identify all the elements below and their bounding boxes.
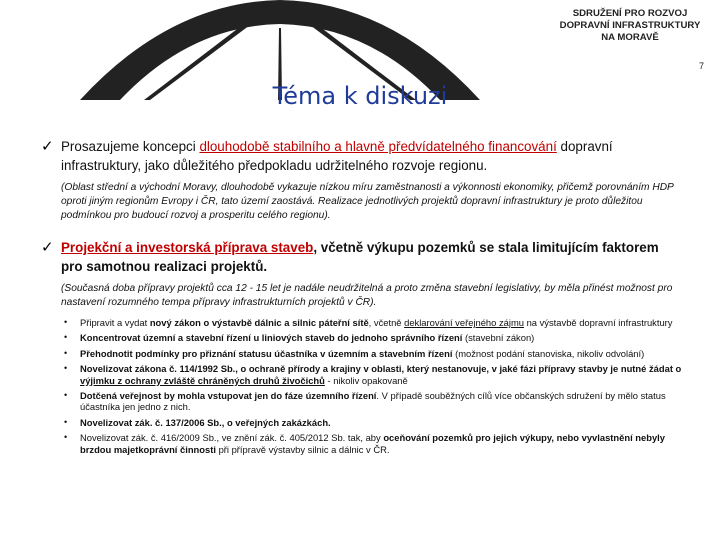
bullet-dot-icon: • (64, 363, 68, 374)
list-item-text: - nikoliv opakovaně (324, 374, 408, 386)
list-item (62, 348, 682, 359)
organization-name (540, 8, 720, 44)
page-title: Téma k diskuzi (272, 82, 448, 110)
list-item-text: Koncentrovat územní a stavební řízení u liniových staveb do jednoho správního řízení (80, 332, 463, 344)
list-item-text: Novelizovat zák. č. 137/2006 Sb., o veřejných zakázkách. (80, 416, 331, 428)
list-item-text: (možnost podání stanoviska, nikoliv odvolání) (452, 347, 645, 359)
list-item-text: . V případě souběžných cílů více občanských sdružení by mělo status účastníka jen jedno z nich. (80, 390, 666, 413)
list-item-text: , včetně (368, 317, 405, 328)
bullet1-pre: Prosazujeme koncepci (61, 139, 200, 154)
legislation-list (62, 317, 682, 459)
list-item (62, 317, 682, 328)
bullet-dot-icon: • (64, 390, 68, 401)
bullet-financing-text (61, 137, 681, 175)
bullet-preparation-text (61, 238, 681, 276)
checkmark-icon: ✓ (41, 138, 54, 155)
page-number: 7 (699, 61, 705, 71)
list-item-text: na výstavbě dopravní infrastruktury (523, 317, 673, 328)
list-item (62, 432, 682, 455)
bullet2-link[interactable]: Projekční a investorská příprava staveb (61, 240, 314, 255)
list-item (62, 390, 682, 413)
bullet-dot-icon: • (64, 432, 68, 443)
org-line-1: SDRUŽENÍ PRO ROZVOJ (572, 8, 688, 19)
bullet-preparation (41, 238, 681, 310)
checkmark-icon: ✓ (41, 239, 54, 256)
list-item-text: oceňování pozemků pro jejich výkupy, nebo vyvlastnění nebyly brzdou majetkoprávní činnosti (80, 432, 665, 455)
bullet2-post: , včetně výkupu pozemků se stala limitujícím faktorem pro samotnou realizaci projektů. (61, 240, 659, 274)
bullet-dot-icon: • (64, 416, 68, 427)
bullet-preparation-note: (Současná doba přípravy projektů cca 12 - 15 let je nadále neudržitelná a proto změna stavební legislativy, by měla přinést možnost pro nastavení rozumného tempa přípravy infrastrukturních projektů v ČR). (61, 283, 673, 308)
list-item-text: nový zákon o výstavbě dálnic a silnic páteřní sítě (149, 317, 369, 328)
list-item-text: při přípravě výstavby silnic a dálnic v ČR. (215, 443, 390, 455)
bullet-dot-icon: • (64, 347, 68, 358)
bullet1-link[interactable]: dlouhodobě stabilního a hlavně předvídatelného financování (199, 139, 557, 154)
bullet-dot-icon: • (64, 332, 68, 343)
list-item (62, 417, 682, 428)
bullet-financing-note: (Oblast střední a východní Moravy, dlouhodobě vykazuje nízkou míru zaměstnanosti a výkonnosti ekonomiky, přičemž porovnáním HDP oproti jiným regionům Evropy i ČR, tato území zaostává. Realizace jednotlivých projektů dopravní infrastruktury je proto důležitou podmínkou pro budoucí rozvoj a prosperitu celého regionu). (61, 182, 674, 221)
bullet1-post: dopravní infrastruktury, jako důležitého předpokladu udržitelného rozvoje regionu. (61, 139, 613, 173)
list-item-text: (stavební zákon) (462, 332, 535, 344)
bullet-dot-icon: • (64, 317, 68, 327)
list-item (62, 363, 682, 386)
list-item-text: Novelizovat zák. č. 416/2009 Sb., ve znění zák. č. 405/2012 Sb. tak, aby (80, 432, 384, 444)
bullet-financing (41, 137, 681, 223)
list-item-text: výjimku z ochrany zvláště chráněných druhů živočichů (80, 374, 325, 386)
list-item-text: Dotčená veřejnost by mohla vstupovat jen do fáze územního řízení (80, 390, 377, 402)
org-line-2: DOPRAVNÍ INFRASTRUKTURY (559, 20, 701, 31)
org-line-3: NA MORAVĚ (601, 32, 659, 43)
list-item-text: Přehodnotit podmínky pro přiznání statusu účastníka v územním a stavebním řízení (80, 347, 453, 359)
list-item-text: Novelizovat zákona č. 114/1992 Sb., o ochraně přírody a krajiny v oblasti, který nestanovuje, v jaké fázi přípravy stavby je nutné žádat o (80, 363, 682, 375)
list-item-text: Připravit a vydat (80, 317, 150, 328)
list-item-text: deklarování veřejného zájmu (404, 317, 524, 328)
list-item (62, 332, 682, 343)
